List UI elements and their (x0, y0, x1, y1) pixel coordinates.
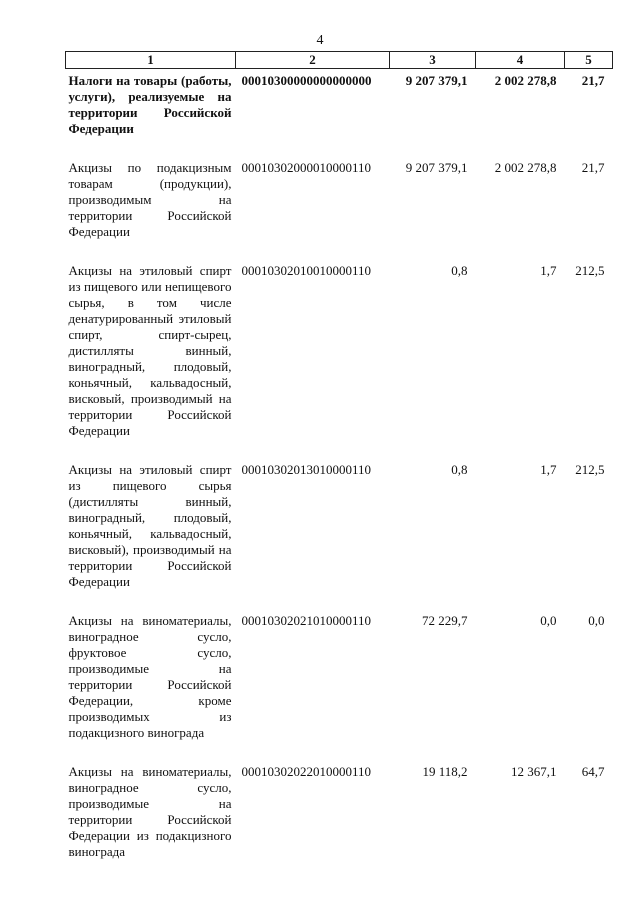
row-name: Акцизы на этиловый спирт из пищевого сырья (дистилляты винный, виноградный, плодовый, коньячный, кальвадосный, висковый), производимый на территории Российской Федерации (68, 462, 232, 589)
table-row (66, 156, 613, 240)
page-number: 4 (316, 33, 324, 48)
row-value-4: 2 002 278,8 (494, 73, 557, 88)
row-value-3: 9 207 379,1 (405, 160, 468, 175)
row-value-5: 64,7 (581, 764, 605, 779)
table-row (66, 259, 613, 439)
row-value-5: 21,7 (581, 160, 605, 175)
row-code: 00010302013010000110 (241, 462, 372, 477)
table-body (66, 69, 613, 861)
row-name: Налоги на товары (работы, услуги), реализуемые на территории Российской Федерации (68, 73, 232, 136)
row-value-5: 0,0 (588, 613, 605, 628)
row-value-4: 2 002 278,8 (494, 160, 557, 175)
row-code: 00010302022010000110 (241, 764, 372, 779)
column-header-5: 5 (565, 52, 613, 69)
row-spacer (66, 590, 613, 609)
row-name: Акцизы на виноматериалы, виноградное сусло, фруктовое сусло, производимые на территории Российской Федерации, кроме производимых из подакцизного винограда (68, 613, 232, 740)
row-value-4: 1,7 (540, 263, 557, 278)
table-header-row (66, 52, 613, 69)
row-value-3: 0,8 (451, 462, 468, 477)
row-spacer (66, 439, 613, 458)
row-spacer-cell (66, 137, 613, 156)
column-header-4: 4 (476, 52, 565, 69)
revenue-table (65, 51, 613, 860)
row-value-4: 1,7 (540, 462, 557, 477)
column-header-3: 3 (390, 52, 476, 69)
row-value-5: 212,5 (575, 462, 605, 477)
column-header-1: 1 (66, 52, 236, 69)
row-code: 00010302021010000110 (241, 613, 372, 628)
row-spacer (66, 741, 613, 760)
row-value-3: 0,8 (451, 263, 468, 278)
row-value-4: 0,0 (540, 613, 557, 628)
row-name: Акцизы по подакцизным товарам (продукции), производимым на территории Российской Федерации (68, 160, 232, 239)
row-code: 00010302000010000110 (241, 160, 372, 175)
row-value-4: 12 367,1 (511, 764, 557, 779)
row-value-5: 212,5 (575, 263, 605, 278)
row-value-3: 72 229,7 (422, 613, 468, 628)
row-name: Акцизы на виноматериалы, виноградное сусло, производимые на территории Российской Федерации из подакцизного винограда (68, 764, 232, 859)
row-name: Акцизы на этиловый спирт из пищевого или непищевого сырья, в том числе денатурированный этиловый спирт, спирт-сырец, дистилляты винный, виноградный, плодовый, коньячный, кальвадосный, висковый, производимый на территории Российской Федерации (68, 263, 232, 438)
table-row (66, 458, 613, 590)
row-spacer-cell (66, 590, 613, 609)
row-spacer-cell (66, 240, 613, 259)
row-value-5: 21,7 (581, 73, 605, 88)
table-row (66, 760, 613, 860)
row-spacer (66, 137, 613, 156)
column-header-2: 2 (236, 52, 390, 69)
row-value-3: 19 118,2 (422, 764, 468, 779)
row-spacer-cell (66, 439, 613, 458)
row-code: 00010300000000000000 (241, 73, 372, 88)
table-row (66, 609, 613, 741)
row-spacer-cell (66, 741, 613, 760)
table-row (66, 69, 613, 138)
row-spacer (66, 240, 613, 259)
row-value-3: 9 207 379,1 (405, 73, 468, 88)
row-code: 00010302010010000110 (241, 263, 372, 278)
